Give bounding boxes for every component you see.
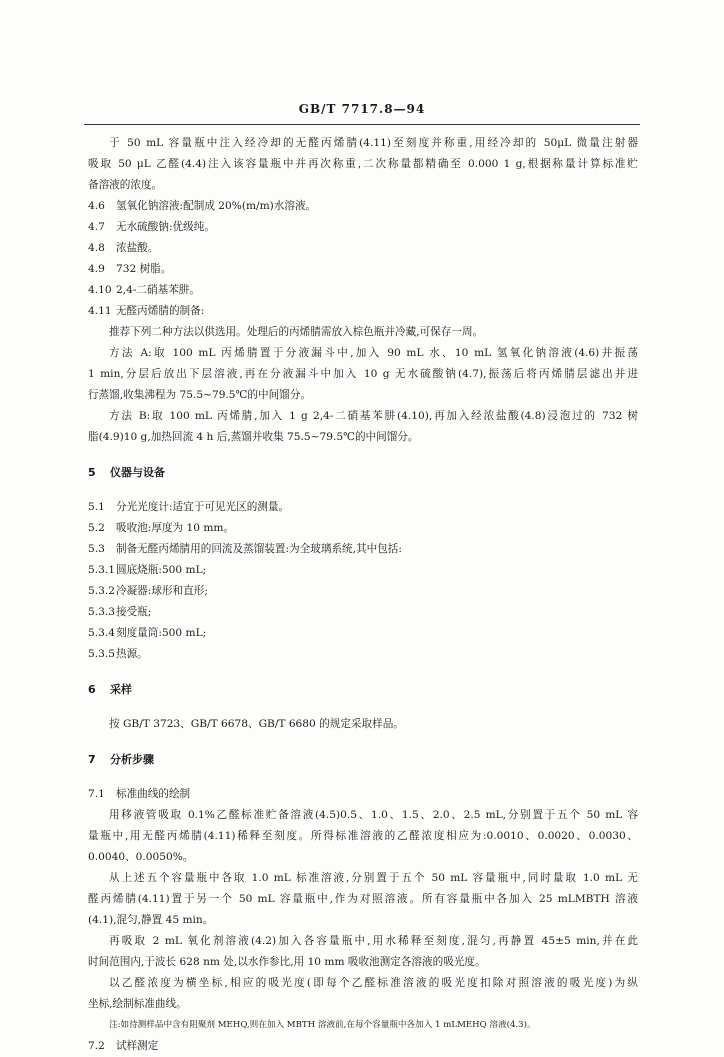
clause-item: [88, 644, 638, 665]
spacer: [88, 448, 638, 462]
clause-number: 4.6: [88, 200, 105, 212]
paragraph-line: 从上述五个容量瓶中各取 1.0 mL 标准溶液,分别置于五个 50 mL 容量瓶中,同时量取 1.0 mL 无: [109, 872, 638, 884]
clause-text: 标准曲线的绘制: [116, 788, 191, 800]
paragraph-line: 方法 A:取 100 mL 丙烯腈置于分液漏斗中,加入 90 mL 水、10 mL 氢氧化钠溶液(4.6)并振荡: [109, 347, 638, 359]
clause-item: [88, 539, 638, 560]
clause-text: 吸收池:厚度为 10 mm。: [116, 522, 235, 534]
clause-item: [88, 1036, 638, 1057]
clause-number: 5.2: [88, 522, 105, 534]
paragraph-line: (4.1),混匀,静置 45 min。: [88, 914, 214, 926]
paragraph-line: 时间范围内,于波长 628 nm 处,以水作参比,用 10 mm 吸收池测定各溶液的吸光度。: [88, 956, 486, 968]
clause-item: [88, 196, 638, 217]
clause-text: 试样测定: [116, 1040, 159, 1052]
clause-number: 4.7: [88, 221, 105, 233]
clause-item: [88, 581, 638, 602]
paragraph-line: 0.0040、0.0050%。: [88, 851, 194, 863]
paragraph-line: 用移液管吸取 0.1%乙醛标准贮备溶液(4.5)0.5、1.0、1.5、2.0、2.5 mL,分别置于五个 50 mL 容: [109, 809, 638, 821]
clause-text: 2,4-二硝基苯肼。: [116, 284, 200, 296]
section-title: 仪器与设备: [110, 466, 165, 479]
paragraph-line: 方法 B:取 100 mL 丙烯腈,加入 1 g 2,4-二硝基苯肼(4.10),再加入经浓盐酸(4.8)浸泡过的 732 树: [109, 410, 638, 422]
clause-number: 5.3.5: [88, 648, 115, 660]
document-body: [88, 133, 638, 1057]
clause-number: 4.11: [88, 305, 112, 317]
clause-number: 5.3.4: [88, 627, 115, 639]
clause-text: 制备无醛丙烯腈用的回流及蒸馏装置:为全玻璃系统,其中包括:: [116, 543, 402, 555]
paragraph-line: 再吸取 2 mL 氧化剂溶液(4.2)加入各容量瓶中,用水稀释至刻度,混匀,再静置 45±5 min,并在此: [109, 935, 638, 947]
paragraph-line: 量瓶中,用无醛丙烯腈(4.11)稀释至刻度。所得标准溶液的乙醛浓度相应为:0.0010、0.0020、0.0030、: [88, 830, 638, 842]
clause-text: 氢氧化钠溶液:配制成 20%(m/m)水溶液。: [116, 200, 317, 212]
clause-text: 刻度量筒:500 mL;: [116, 627, 207, 639]
paragraph-line: 行蒸馏,收集沸程为 75.5~79.5℃的中间馏分。: [88, 389, 311, 401]
spacer: [88, 700, 638, 714]
spacer: [88, 770, 638, 784]
section-number: 5: [88, 466, 96, 479]
note-line: 注:如待测样品中含有阻聚剂 MEHQ,则在加入 MBTH 溶液前,在每个容量瓶中各加入 1 mLMEHQ 溶液(4.3)。: [109, 1020, 536, 1030]
paragraph-line: 以乙醛浓度为横坐标,相应的吸光度(即每个乙醛标准溶液的吸光度扣除对照溶液的吸光度)为纵: [109, 977, 638, 989]
clause-item: [88, 280, 638, 301]
paragraph-line: 脂(4.9)10 g,加热回流 4 h 后,蒸馏并收集 75.5~79.5℃的中间馏分。: [88, 431, 419, 443]
clause-item: [88, 301, 638, 322]
clause-number: 7.1: [88, 788, 105, 800]
paragraph-line: 推荐下列二种方法以供选用。处理后的丙烯腈需放入棕色瓶并冷藏,可保存一周。: [109, 326, 484, 338]
section-heading: [88, 749, 638, 770]
paragraph-line: 坐标,绘制标准曲线。: [88, 998, 187, 1010]
clause-number: 5.3.1: [88, 564, 115, 576]
clause-text: 浓盐酸。: [116, 242, 159, 254]
clause-item: [88, 217, 638, 238]
paragraph-line: 1 min,分层后放出下层溶液,再在分液漏斗中加入 10 g 无水硫酸钠(4.7),振荡后将丙烯腈层滤出并进: [88, 368, 638, 380]
clause-number: 4.9: [88, 263, 105, 275]
clause-text: 分光光度计:适宜于可见光区的测量。: [116, 501, 290, 513]
clause-item: [88, 602, 638, 623]
clause-text: 圆底烧瓶:500 mL;: [116, 564, 207, 576]
clause-text: 热源。: [116, 648, 148, 660]
section-title: 分析步骤: [110, 753, 154, 766]
clause-text: 接受瓶;: [116, 606, 152, 618]
paragraph-line: 备溶液的浓度。: [88, 179, 163, 191]
clause-item: [88, 238, 638, 259]
spacer: [88, 665, 638, 679]
section-title: 采样: [110, 683, 132, 696]
header-rule: [84, 124, 640, 125]
page-header: GB/T 7717.8—94: [298, 102, 426, 116]
paragraph-line: 醛丙烯腈(4.11)置于另一个 50 mL 容量瓶中,作为对照溶液。所有容量瓶中各加入 25 mLMBTH 溶液: [88, 893, 638, 905]
section-heading: [88, 462, 638, 483]
paragraph-line: 于 50 mL 容量瓶中注入经冷却的无醛丙烯腈(4.11)至刻度并称重,用经冷却的 50μL 微量注射器: [109, 137, 638, 149]
section-number: 7: [88, 753, 96, 766]
clause-item: [88, 623, 638, 644]
clause-item: [88, 497, 638, 518]
clause-text: 无水硫酸钠:优级纯。: [116, 221, 215, 233]
clause-number: 7.2: [88, 1040, 105, 1052]
clause-text: 冷凝器:球形和直形;: [116, 585, 208, 597]
paragraph-line: 按 GB/T 3723、GB/T 6678、GB/T 6680 的规定采取样品。: [109, 718, 404, 730]
clause-item: [88, 784, 638, 805]
clause-item: [88, 560, 638, 581]
clause-number: 5.3: [88, 543, 105, 555]
clause-number: 5.1: [88, 501, 105, 513]
clause-number: 4.8: [88, 242, 105, 254]
spacer: [88, 483, 638, 497]
clause-text: 无醛丙烯腈的制备:: [116, 305, 205, 317]
clause-item: [88, 259, 638, 280]
clause-item: [88, 518, 638, 539]
clause-number: 5.3.2: [88, 585, 115, 597]
clause-number: 4.10: [88, 284, 112, 296]
section-heading: [88, 679, 638, 700]
spacer: [88, 735, 638, 749]
clause-number: 5.3.3: [88, 606, 115, 618]
paragraph-line: 吸取 50 μL 乙醛(4.4)注入该容量瓶中并再次称重,二次称量都精确至 0.000 1 g,根据称量计算标准贮: [88, 158, 638, 170]
section-number: 6: [88, 683, 96, 696]
clause-text: 732 树脂。: [116, 263, 172, 275]
